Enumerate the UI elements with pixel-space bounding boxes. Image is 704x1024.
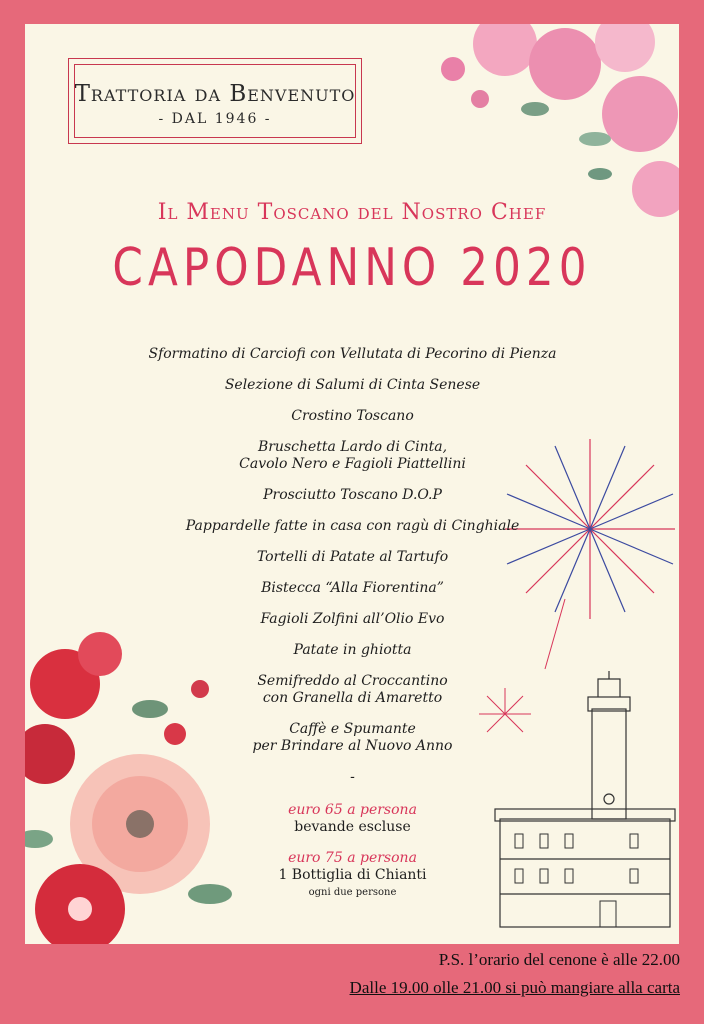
menu-item-line: Cavolo Nero e Fagioli Piattellini [239, 456, 466, 472]
menu-item: Prosciutto Toscano D.O.P [263, 487, 442, 503]
price-offer [95, 802, 610, 836]
menu-item-line: Semifreddo al Croccantino [257, 673, 448, 689]
menu-subtitle: Il Menu Toscano del Nostro Chef [157, 200, 547, 225]
roses-decoration [425, 24, 679, 224]
menu-item: Sformatino di Carciofi con Vellutata di Pecorino di Pienza [148, 346, 557, 362]
menu-item: Tortelli di Patate al Tartufo [256, 549, 449, 565]
menu-item-line: con Granella di Amaretto [262, 690, 443, 706]
menu-item: Bistecca “Alla Fiorentina” [261, 580, 444, 596]
offer-price: euro 75 a persona [288, 850, 417, 866]
offer-detail: ogni due persone [308, 887, 397, 898]
menu-item [95, 673, 610, 707]
menu-item-line: Caffè e Spumante [289, 721, 416, 737]
menu-item-line: per Brindare al Nuovo Anno [252, 738, 453, 754]
menu-title: CAPODANNO 2020 [112, 238, 592, 298]
menu-separator: - [350, 769, 355, 785]
restaurant-since: - DAL 1946 - [158, 111, 272, 127]
offer-note: bevande escluse [294, 819, 411, 835]
menu-sheet [25, 24, 679, 944]
menu-item: Fagioli Zolfini all’Olio Evo [260, 611, 445, 627]
offer-price: euro 65 a persona [288, 802, 417, 818]
price-offer [95, 850, 610, 901]
menu-item [95, 721, 610, 755]
menu-item: Selezione di Salumi di Cinta Senese [224, 377, 481, 393]
restaurant-name: Trattoria da Benvenuto [74, 81, 356, 107]
menu-list [95, 346, 610, 915]
offer-note: 1 Bottiglia di Chianti [278, 867, 427, 883]
menu-item: Crostino Toscano [291, 408, 414, 424]
menu-item: Pappardelle fatte in casa con ragù di Cinghiale [185, 518, 520, 534]
menu-item-line: Bruschetta Lardo di Cinta, [257, 439, 448, 455]
menu-item [95, 439, 610, 473]
footer-note-carta: Dalle 19.00 olle 21.00 si può mangiare alla carta [349, 978, 680, 997]
restaurant-logo [68, 58, 362, 144]
menu-item: Patate in ghiotta [293, 642, 412, 658]
footer-note-time: P.S. l’orario del cenone è alle 22.00 [438, 950, 680, 969]
